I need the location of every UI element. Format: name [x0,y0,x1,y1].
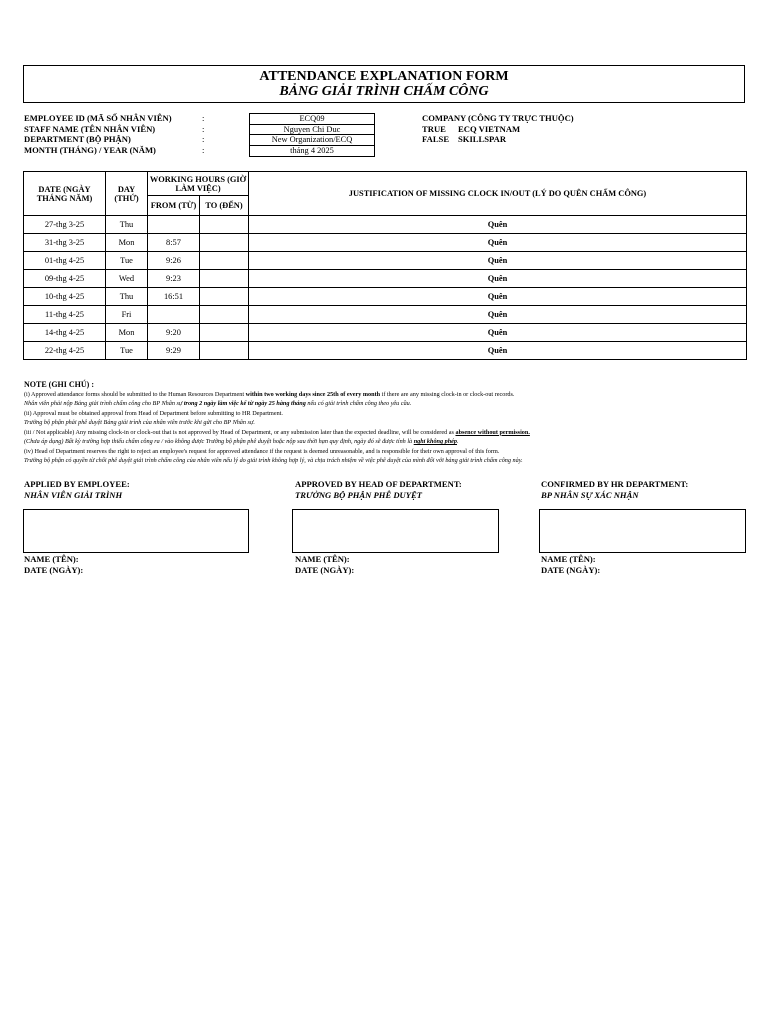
form-subtitle: BẢNG GIẢI TRÌNH CHẤM CÔNG [279,84,489,99]
table-row [24,324,747,342]
table-row [24,252,747,270]
form-title: ATTENDANCE EXPLANATION FORM [259,69,509,84]
date-cell: 09-thg 4-25 [24,270,106,288]
company-option-key: TRUE [422,123,446,134]
justification-cell[interactable]: Quên [249,234,747,252]
to-cell[interactable] [200,324,249,342]
date-cell: 10-thg 4-25 [24,288,106,306]
employee-info-values [249,113,375,157]
note-4: (iv) Head of Department reserves the right to reject an employee's request for approved attendance if the request is deemed unreasonable, and is responsible for their own approval of this form. [24,447,500,455]
colon: : [202,113,205,123]
signature-box-head[interactable] [292,509,499,553]
justification-cell[interactable]: Quên [249,270,747,288]
justification-cell[interactable]: Quên [249,216,747,234]
name-label: NAME (TÊN): [24,554,79,564]
notes-section [24,380,744,466]
company-option-ecq[interactable] [422,124,574,135]
colon: : [202,123,205,134]
day-cell: Thu [106,216,148,234]
to-cell[interactable] [200,234,249,252]
company-option-value: SKILLSPAR [458,134,507,144]
col-header-justification: JUSTIFICATION OF MISSING CLOCK IN/OUT (LÝ DO QUÊN CHẤM CÔNG) [249,172,747,216]
date-label: DATE (NGÀY): [541,564,601,575]
employee-id-label: EMPLOYEE ID (MÃ SỐ NHÂN VIÊN) [24,113,172,123]
colon: : [202,134,205,144]
company-option-key: FALSE [422,134,450,144]
info-colons [202,113,204,155]
colon: : [202,144,205,155]
staff-name-label: STAFF NAME (TÊN NHÂN VIÊN) [24,123,156,134]
note-2-vn: Trưởng bộ phận phải phê duyệt Bảng giải trình của nhân viên trước khi gửi cho BP Nhân sự. [24,419,255,426]
date-label: DATE (NGÀY): [295,564,355,575]
name-label: NAME (TÊN): [541,554,596,564]
from-cell[interactable] [148,216,200,234]
note-1-vn: Nhân viên phải nộp Bảng giải trình chấm công cho BP Nhân sự trong 2 ngày làm việc kể từ ngày 25 hàng tháng nếu có giải trình chấm công theo yêu cầu. [24,400,412,407]
name-label: NAME (TÊN): [295,554,350,564]
date-cell: 11-thg 4-25 [24,306,106,324]
to-cell[interactable] [200,306,249,324]
attendance-table [23,171,747,360]
from-cell[interactable]: 9:20 [148,324,200,342]
day-cell: Wed [106,270,148,288]
sig-footer-employee [24,554,83,575]
date-label: DATE (NGÀY): [24,564,84,575]
notes-heading: NOTE (GHI CHÚ) : [24,380,94,389]
sig-employee-label: APPLIED BY EMPLOYEE: NHÂN VIÊN GIẢI TRÌNH [24,479,130,500]
justification-cell[interactable]: Quên [249,252,747,270]
to-cell[interactable] [200,270,249,288]
note-3: (iii / Not applicable) Any missing clock-in or clock-out that is not approved by Head of Department, or any submission later than the expected deadline, will be considered as absence without permission. [24,428,530,436]
staff-name-field[interactable]: Nguyen Chi Duc [250,125,374,136]
day-cell: Mon [106,234,148,252]
date-cell: 01-thg 4-25 [24,252,106,270]
day-cell: Tue [106,342,148,360]
employee-id-field[interactable]: ECQ09 [250,114,374,125]
from-cell[interactable] [148,306,200,324]
col-header-working-hours: WORKING HOURS (GIỜ LÀM VIỆC) [148,172,249,196]
from-cell[interactable]: 16:51 [148,288,200,306]
note-1: (i) Approved attendance forms should be submitted to the Human Resources Department within two working days since 25th of every month if there are any missing clock-in or clock-out records. [24,390,515,398]
from-cell[interactable]: 9:29 [148,342,200,360]
signature-box-hr[interactable] [539,509,746,553]
day-cell: Mon [106,324,148,342]
company-option-value: ECQ VIETNAM [458,123,521,134]
col-header-date: DATE (NGÀY THÁNG NĂM) [24,172,106,216]
note-4-vn: Trưởng bộ phận có quyền từ chối phê duyệt giải trình chấm công của nhân viên nếu lý do giải trình không hợp lý, và chịu trách nhiệm về việc phê duyệt của mình đối với bảng giải trình chấm công này. [24,457,523,464]
from-cell[interactable]: 9:23 [148,270,200,288]
justification-cell[interactable]: Quên [249,306,747,324]
sig-footer-head [295,554,354,575]
date-cell: 31-thg 3-25 [24,234,106,252]
from-cell[interactable]: 8:57 [148,234,200,252]
justification-cell[interactable]: Quên [249,324,747,342]
day-cell: Fri [106,306,148,324]
sig-footer-hr [541,554,600,575]
day-cell: Thu [106,288,148,306]
table-row [24,216,747,234]
table-row [24,234,747,252]
table-row [24,306,747,324]
col-header-to: TO (ĐẾN) [200,196,249,216]
form-title-box [23,65,745,103]
day-cell: Tue [106,252,148,270]
company-section [422,113,574,145]
sig-head-label: APPROVED BY HEAD OF DEPARTMENT: TRƯỞNG BỘ PHẬN PHÊ DUYỆT [295,479,462,500]
month-year-field[interactable]: tháng 4 2025 [290,145,334,155]
table-row [24,342,747,360]
to-cell[interactable] [200,342,249,360]
to-cell[interactable] [200,288,249,306]
sig-hr-label: CONFIRMED BY HR DEPARTMENT: BP NHÂN SỰ XÁC NHẬN [541,479,689,500]
to-cell[interactable] [200,216,249,234]
employee-info-labels [24,113,172,155]
company-label: COMPANY (CÔNG TY TRỰC THUỘC) [422,113,574,123]
date-cell: 14-thg 4-25 [24,324,106,342]
department-label: DEPARTMENT (BỘ PHẬN) [24,134,131,144]
month-year-label: MONTH (THÁNG) / YEAR (NĂM) [24,144,156,155]
table-row [24,288,747,306]
signature-box-employee[interactable] [23,509,249,553]
col-header-from: FROM (TỪ) [148,196,200,216]
justification-cell[interactable]: Quên [249,288,747,306]
date-cell: 22-thg 4-25 [24,342,106,360]
justification-cell[interactable]: Quên [249,342,747,360]
col-header-day: DAY (THỨ) [106,172,148,216]
table-row [24,270,747,288]
note-3-vn: (Chưa áp dụng) Bất kỳ trường hợp thiếu chấm công ra / vào không được Trưởng bộ phận phê duyệt hoặc nộp sau thời hạn quy định, ngày đó sẽ được tính là nghỉ không phép. [24,438,459,445]
to-cell[interactable] [200,252,249,270]
note-2: (ii) Approval must be obtained approval from Head of Department before submitting to HR Department. [24,409,283,417]
date-cell: 27-thg 3-25 [24,216,106,234]
department-field[interactable]: New Organization/ECQ [250,135,374,146]
from-cell[interactable]: 9:26 [148,252,200,270]
company-option-skillspar[interactable] [422,134,574,145]
